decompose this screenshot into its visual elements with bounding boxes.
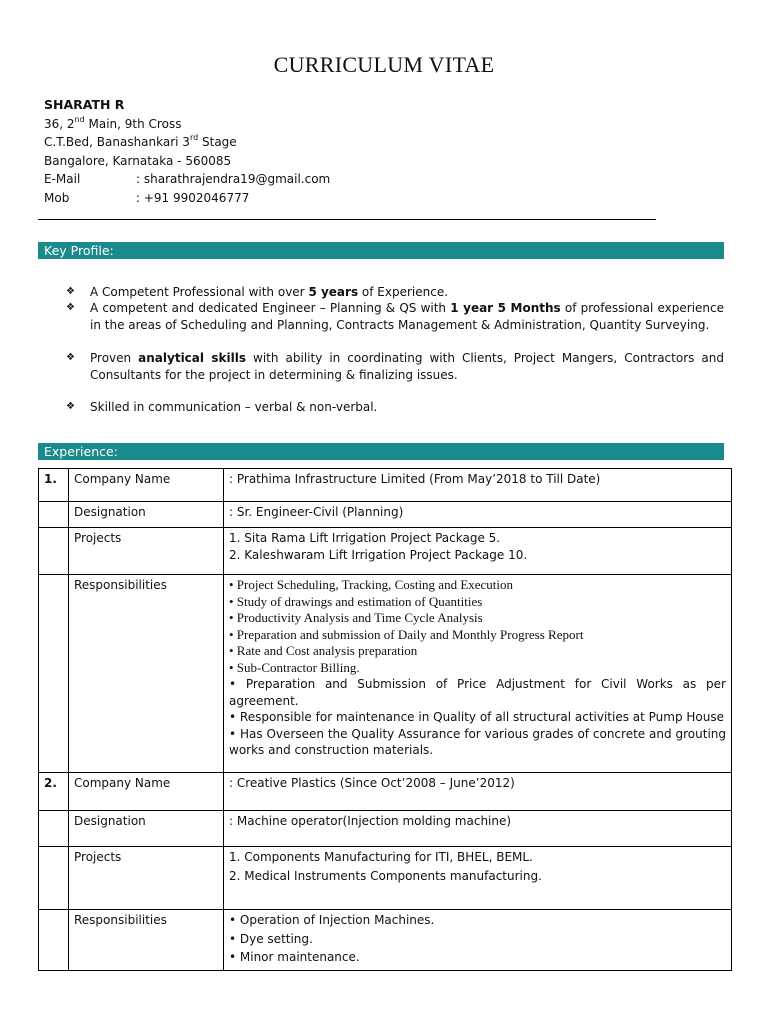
bullet-text: with ability in coordinating with Clients, Project Mangers, Contractors and Consultants for the project in determining & finalizing issues. [90,351,724,382]
responsibilities-value [224,910,732,971]
email-row [44,170,330,189]
bullet-text: A competent and dedicated Engineer – Planning & QS with [90,301,451,315]
entry-number-empty [39,847,69,910]
bullet-text: of professional experience in the areas of Scheduling and Planning, Contracts Management & Administration, Quantity Surveying. [90,301,725,332]
profile-bullet [66,284,724,301]
responsibility-item: • Productivity Analysis and Time Cycle Analysis [229,610,483,625]
entry-number-empty [39,528,69,575]
project-item: 1. Components Manufacturing for ITI, BHEL, BEML. [229,850,533,864]
responsibility-item: • Has Overseen the Quality Assurance for various grades of concrete and grouting works and construction materials. [229,726,726,757]
diamond-bullet-icon: ❖ [66,302,75,313]
table-row [39,847,732,910]
header-divider [38,219,656,220]
email-value[interactable]: : sharathrajendra19@gmail.com [136,172,331,186]
address-line-1 [44,115,330,134]
table-row [39,811,732,847]
mobile-value: : +91 9902046777 [136,190,250,205]
address-line-2 [44,133,330,152]
entry-number-empty [39,811,69,847]
projects-value [224,847,732,910]
responsibility-item: • Sub-Contractor Billing. [229,659,360,675]
address-line-2-rest: Stage [198,135,237,149]
responsibility-item: • Minor maintenance. [229,950,360,964]
profile-bullet [66,350,724,383]
projects-value [224,528,732,575]
diamond-bullet-icon: ❖ [66,352,75,363]
bullet-text: Skilled in communication – verbal & non-verbal. [90,400,378,414]
email-label: E-Mail [44,172,81,186]
diamond-bullet-icon: ❖ [66,286,75,297]
project-item: 2. Kaleshwaram Lift Irrigation Project Package 10. [229,547,528,562]
bullet-text: A Competent Professional with over [90,285,309,299]
responsibility-item: • Responsible for maintenance in Quality of all structural activities at Pump House [229,710,725,724]
table-row [39,910,732,971]
entry-number-empty [39,910,69,971]
entry-number: 2. [39,773,69,811]
responsibility-item: • Rate and Cost analysis preparation [229,643,418,658]
address-line-1-text: 36, 2 [44,116,75,131]
table-row [39,575,732,773]
bullet-text: of Experience. [358,285,449,299]
address-line-1-rest: Main, 9th Cross [84,116,182,131]
mobile-row [44,189,330,208]
table-row [39,528,732,575]
project-item: 1. Sita Rama Lift Irrigation Project Package 5. [229,531,501,545]
designation-value: : Sr. Engineer-Civil (Planning) [224,502,732,528]
designation-label: Designation [69,502,224,528]
responsibilities-label: Responsibilities [69,910,224,971]
candidate-name: SHARATH R [44,97,125,112]
address-line-2-text: C.T.Bed, Banashankari 3 [44,135,190,149]
bullet-bold: 5 years [308,285,359,299]
table-row [39,469,732,502]
table-row [39,502,732,528]
responsibility-item: • Dye setting. [229,931,313,946]
company-label: Company Name [69,469,224,502]
project-item: 2. Medical Instruments Components manufacturing. [229,868,542,883]
projects-label: Projects [69,847,224,910]
bullet-text: Proven [90,351,139,365]
designation-label: Designation [69,811,224,847]
company-value: : Creative Plastics (Since Oct’2008 – June’2012) [224,773,732,811]
responsibility-item: • Operation of Injection Machines. [229,913,435,927]
responsibilities-value [224,575,732,773]
profile-bullet [66,399,724,416]
table-row [39,773,732,811]
bullet-bold: 1 year 5 Months [450,301,561,315]
company-value: : Prathima Infrastructure Limited (From May’2018 to Till Date) [224,469,732,502]
responsibility-item: • Preparation and submission of Daily and Monthly Progress Report [229,626,584,642]
responsibility-item: • Preparation and Submission of Price Adjustment for Civil Works as per agreement. [229,677,726,708]
responsibilities-label: Responsibilities [69,575,224,773]
entry-number-empty [39,502,69,528]
responsibility-item: • Study of drawings and estimation of Quantities [229,593,483,609]
contact-block [44,96,330,207]
key-profile-heading: Key Profile: [38,242,724,259]
entry-number: 1. [39,469,69,502]
address-line-1-sup: nd [74,114,85,124]
experience-heading: Experience: [38,443,724,460]
page-title: CURRICULUM VITAE [273,52,495,77]
diamond-bullet-icon: ❖ [66,401,75,412]
bullet-bold: analytical skills [138,351,246,365]
entry-number-empty [39,575,69,773]
mobile-label: Mob [44,190,70,205]
experience-table [38,468,732,971]
profile-bullet [66,300,724,333]
designation-value: : Machine operator(Injection molding machine) [224,811,732,847]
projects-label: Projects [69,528,224,575]
company-label: Company Name [69,773,224,811]
address-line-3: Bangalore, Karnataka - 560085 [44,153,232,168]
address-line-2-sup: rd [189,133,199,142]
responsibility-item: • Project Scheduling, Tracking, Costing and Execution [229,577,514,592]
